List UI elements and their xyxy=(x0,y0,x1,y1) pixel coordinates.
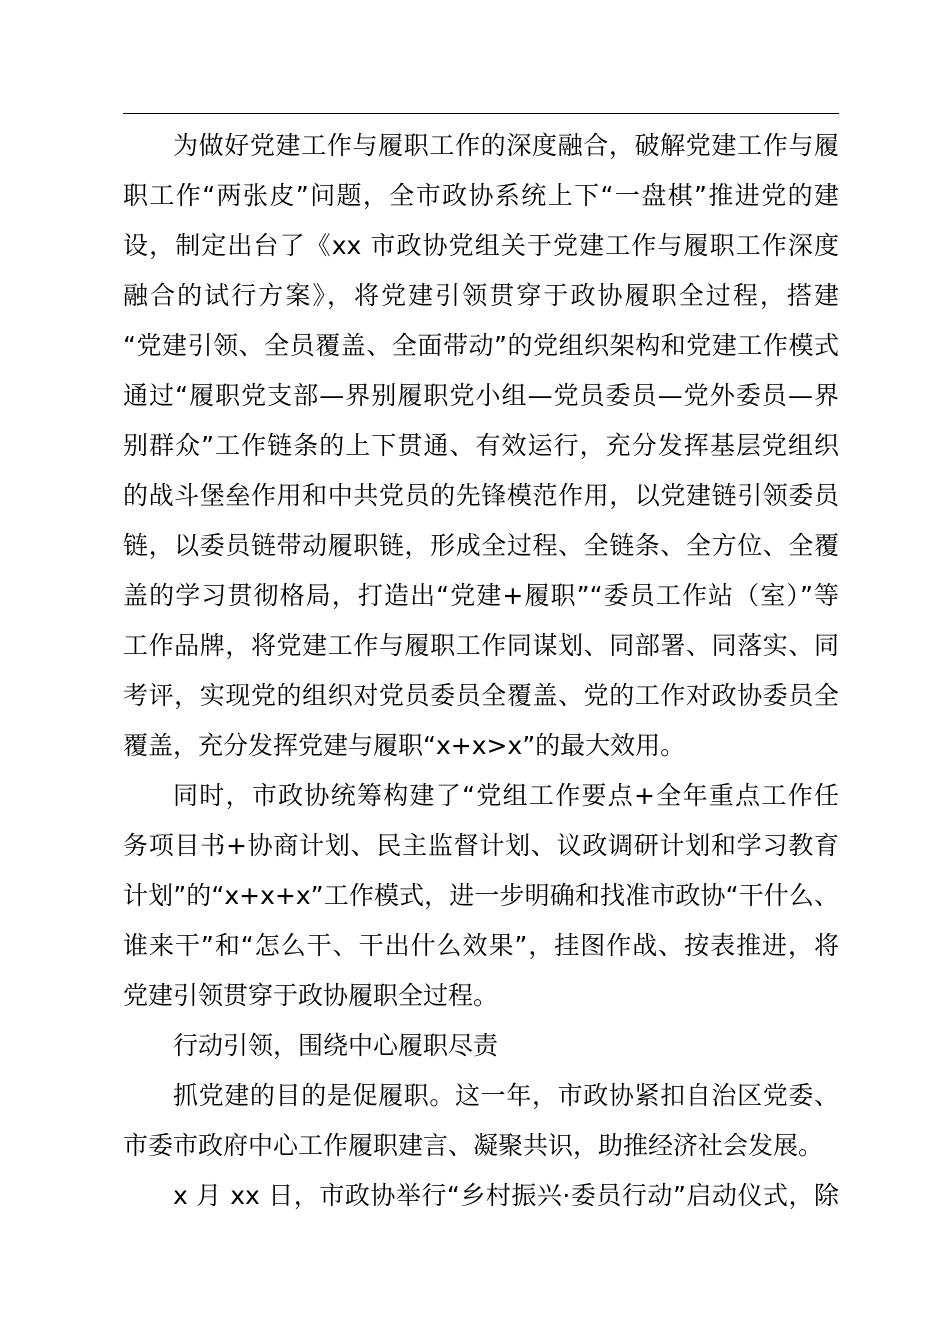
paragraph-1-line-5: “党建引领、全员覆盖、全面带动”的党组织架构和党建工作模式 xyxy=(123,331,839,360)
paragraph-1-line-10: 盖的学习贯彻格局，打造出“党建+履职”“委员工作站（室）”等 xyxy=(123,581,839,610)
paragraph-3-line-2: 市委市政府中心工作履职建言、凝聚共识，助推经济社会发展。 xyxy=(123,1131,824,1160)
paragraph-1-line-8: 的战斗堡垒作用和中共党员的先锋模范作用，以党建链引领委员 xyxy=(123,481,839,510)
header-rule xyxy=(123,113,839,114)
paragraph-1-line-1: 为做好党建工作与履职工作的深度融合，破解党建工作与履 xyxy=(173,131,839,160)
paragraph-1-line-3: 设，制定出台了《xx 市政协党组关于党建工作与履职工作深度 xyxy=(123,231,839,260)
body-text xyxy=(123,121,839,1221)
paragraph-2-line-2: 务项目书+协商计划、民主监督计划、议政调研计划和学习教育 xyxy=(123,831,839,860)
paragraph-2-line-5: 党建引领贯穿于政协履职全过程。 xyxy=(123,981,499,1010)
paragraph-2-line-4: 谁来干”和“怎么干、干出什么效果”，挂图作战、按表推进，将 xyxy=(123,931,839,960)
paragraph-1-line-11: 工作品牌，将党建工作与履职工作同谋划、同部署、同落实、同 xyxy=(123,631,839,660)
paragraph-4-line-1: x 月 xx 日，市政协举行“乡村振兴·委员行动”启动仪式，除 xyxy=(173,1181,839,1210)
paragraph-1-line-9: 链，以委员链带动履职链，形成全过程、全链条、全方位、全覆 xyxy=(123,531,839,560)
section-heading: 行动引领，围绕中心履职尽责 xyxy=(173,1031,499,1060)
paragraph-1-line-6: 通过“履职党支部—界别履职党小组—党员委员—党外委员—界 xyxy=(123,381,839,410)
paragraph-1-line-12: 考评，实现党的组织对党员委员全覆盖、党的工作对政协委员全 xyxy=(123,681,839,710)
paragraph-2-line-1: 同时，市政协统筹构建了“党组工作要点+全年重点工作任 xyxy=(173,781,839,810)
paragraph-1-line-7: 别群众”工作链条的上下贯通、有效运行，充分发挥基层党组织 xyxy=(123,431,839,460)
paragraph-1-line-13: 覆盖，充分发挥党建与履职“x+x>x”的最大效用。 xyxy=(123,731,686,760)
paragraph-1-line-2: 职工作“两张皮”问题，全市政协系统上下“一盘棋”推进党的建 xyxy=(123,181,839,210)
paragraph-1-line-4: 融合的试行方案》，将党建引领贯穿于政协履职全过程，搭建 xyxy=(123,281,839,310)
paragraph-2-line-3: 计划”的“x+x+x”工作模式，进一步明确和找准市政协“干什么、 xyxy=(123,881,839,910)
paragraph-3-line-1: 抓党建的目的是促履职。这一年，市政协紧扣自治区党委、 xyxy=(173,1081,839,1110)
